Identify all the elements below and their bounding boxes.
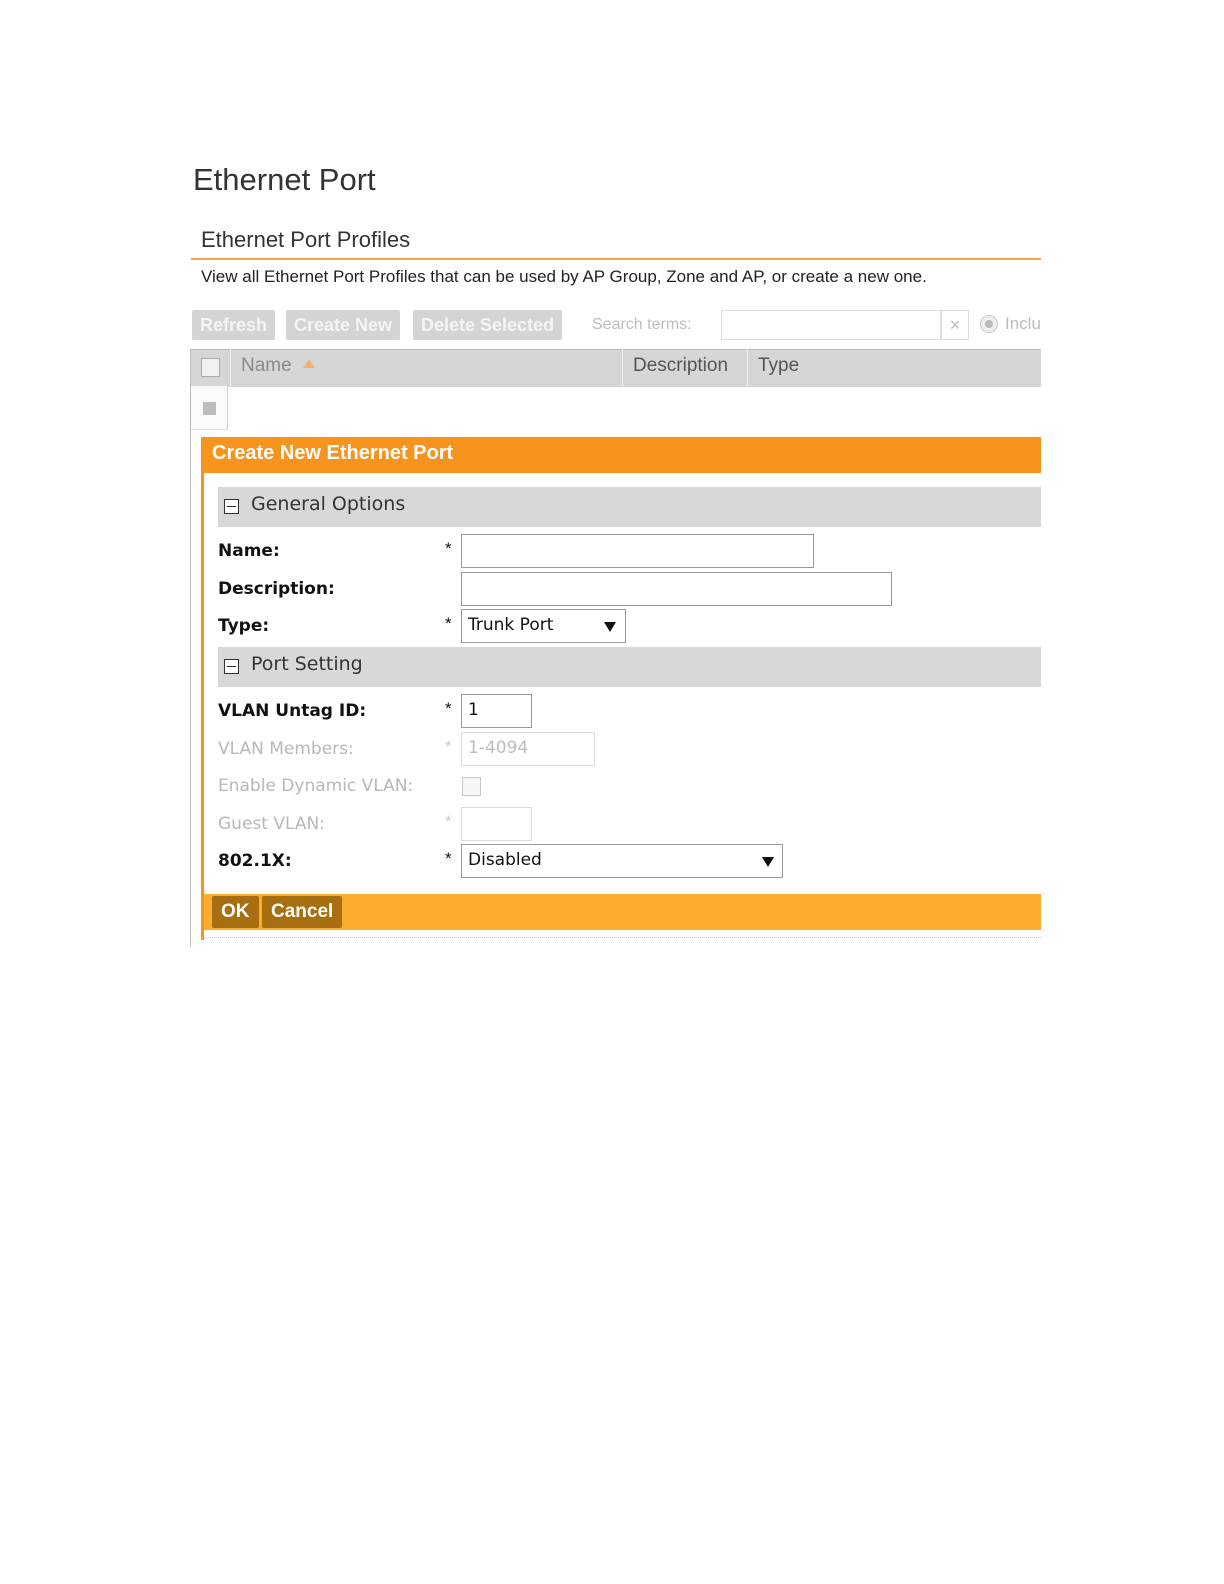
grid-left-border <box>190 349 191 946</box>
delete-selected-button[interactable]: Delete Selected <box>413 310 562 340</box>
search-input[interactable] <box>721 310 941 340</box>
description-input[interactable] <box>461 572 892 606</box>
required-marker: * <box>445 849 452 868</box>
row-checkbox[interactable] <box>203 402 216 415</box>
dialog-title: Create New Ethernet Port <box>212 442 454 464</box>
column-separator <box>230 349 231 386</box>
include-label: Inclu <box>1005 314 1041 333</box>
collapse-icon[interactable] <box>224 659 239 674</box>
name-input[interactable] <box>461 534 814 568</box>
column-separator <box>747 349 748 386</box>
required-marker: * <box>445 539 452 558</box>
page-title: Ethernet Port <box>193 162 376 197</box>
column-header-name[interactable]: Name <box>241 355 292 376</box>
ok-button[interactable]: OK <box>212 896 259 928</box>
required-marker: * <box>445 699 452 718</box>
type-select-value: Trunk Port <box>468 615 554 635</box>
column-separator <box>622 349 623 386</box>
include-radio[interactable] <box>980 315 998 333</box>
guest-vlan-label: Guest VLAN: <box>218 814 325 834</box>
collapse-icon[interactable] <box>224 499 239 514</box>
vlan-untag-id-label: VLAN Untag ID: <box>218 701 367 721</box>
enable-dynamic-vlan-label: Enable Dynamic VLAN: <box>218 776 414 796</box>
section-description: View all Ethernet Port Profiles that can be used by AP Group, Zone and AP, or create a new one. <box>201 267 927 286</box>
dot1x-select[interactable] <box>461 844 783 878</box>
sort-ascending-icon <box>303 359 315 368</box>
chevron-down-icon[interactable] <box>604 622 616 632</box>
chevron-down-icon[interactable] <box>762 857 774 867</box>
description-label: Description: <box>218 579 335 599</box>
section-divider <box>191 258 1041 260</box>
section-title: Ethernet Port Profiles <box>201 227 411 252</box>
select-all-checkbox[interactable] <box>201 358 220 377</box>
search-label: Search terms: <box>592 316 692 333</box>
port-setting-label: Port Setting <box>251 653 363 675</box>
enable-dynamic-vlan-checkbox[interactable] <box>462 777 481 796</box>
dialog-bottom-border <box>201 937 1041 938</box>
refresh-button[interactable]: Refresh <box>192 310 275 340</box>
grid-header <box>191 349 1041 387</box>
cancel-button[interactable]: Cancel <box>262 896 342 928</box>
name-label: Name: <box>218 541 280 561</box>
column-header-description[interactable]: Description <box>633 355 729 376</box>
required-marker: * <box>445 737 452 756</box>
vlan-members-label: VLAN Members: <box>218 739 354 759</box>
required-marker: * <box>445 614 452 633</box>
type-label: Type: <box>218 616 270 636</box>
dot1x-label: 802.1X: <box>218 851 292 871</box>
column-header-type[interactable]: Type <box>758 355 800 376</box>
type-select[interactable] <box>461 609 626 643</box>
dot1x-select-value: Disabled <box>468 850 542 870</box>
required-marker: * <box>445 812 452 831</box>
clear-search-icon[interactable]: × <box>941 310 969 340</box>
general-options-label: General Options <box>251 493 406 515</box>
vlan-members-input[interactable]: 1-4094 <box>461 732 595 766</box>
create-new-button[interactable]: Create New <box>286 310 400 340</box>
vlan-untag-id-input[interactable]: 1 <box>461 694 532 728</box>
guest-vlan-input[interactable] <box>461 807 532 841</box>
